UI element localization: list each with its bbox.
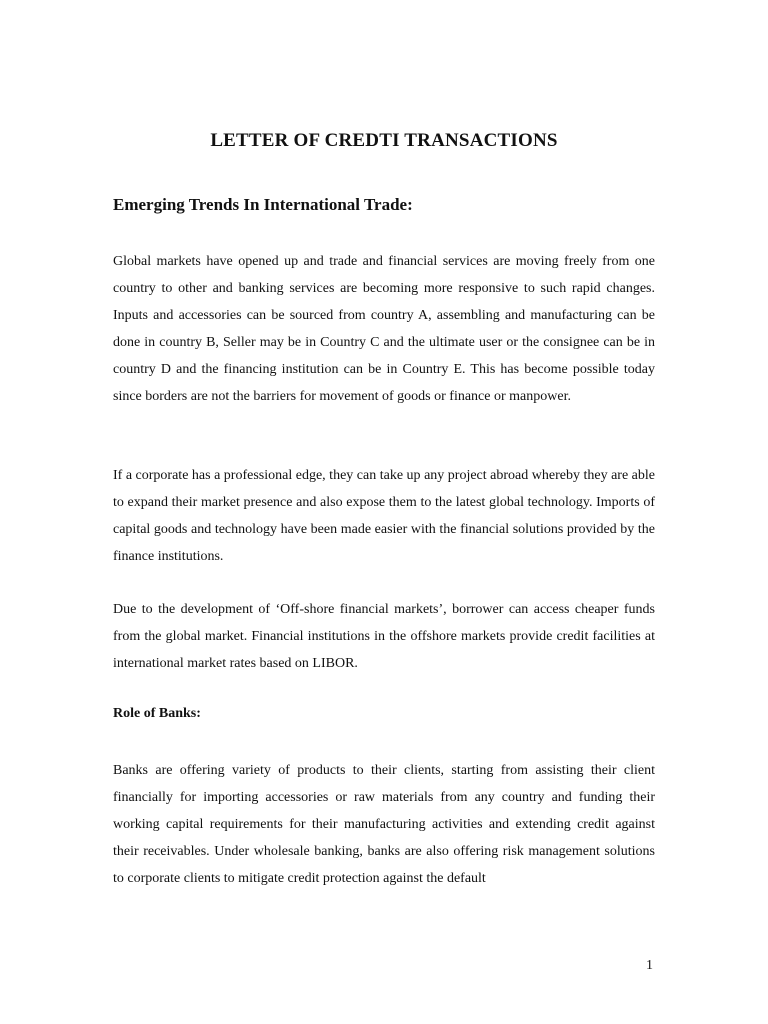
section-heading-role-of-banks: Role of Banks:: [113, 706, 201, 721]
paragraph-banks-offering: Banks are offering variety of products to their clients, starting from assisting their client financially for importing accessories or raw materials from any country and funding their working capital requirements for their manufacturing activities and extending credit against their receivables. Under wholesale banking, banks are also offering risk management solutions to corporate clients to mitigate credit protection against the default: [113, 763, 655, 886]
page-number: 1: [646, 958, 653, 973]
document-title: LETTER OF CREDTI TRANSACTIONS: [210, 130, 558, 151]
section-heading-emerging-trends: Emerging Trends In International Trade:: [113, 195, 413, 214]
paragraph-corporate-edge: If a corporate has a professional edge, they can take up any project abroad whereby they are able to expand their market presence and also expose them to the latest global technology. Imports of capital goods and technology have been made easier with the financial solutions provided by the finance institutions.: [113, 468, 655, 564]
paragraph-offshore-markets: Due to the development of ‘Off-shore financial markets’, borrower can access cheaper funds from the global market. Financial institutions in the offshore markets provide credit facilities at international market rates based on LIBOR.: [113, 602, 655, 671]
paragraph-global-markets: Global markets have opened up and trade and financial services are moving freely from one country to other and banking services are becoming more responsive to such rapid changes. Inputs and accessories can be sourced from country A, assembling and manufacturing can be done in country B, Seller may be in Country C and the ultimate user or the consignee can be in country D and the financing institution can be in Country E. This has become possible today since borders are not the barriers for movement of goods or finance or manpower.: [113, 254, 655, 404]
